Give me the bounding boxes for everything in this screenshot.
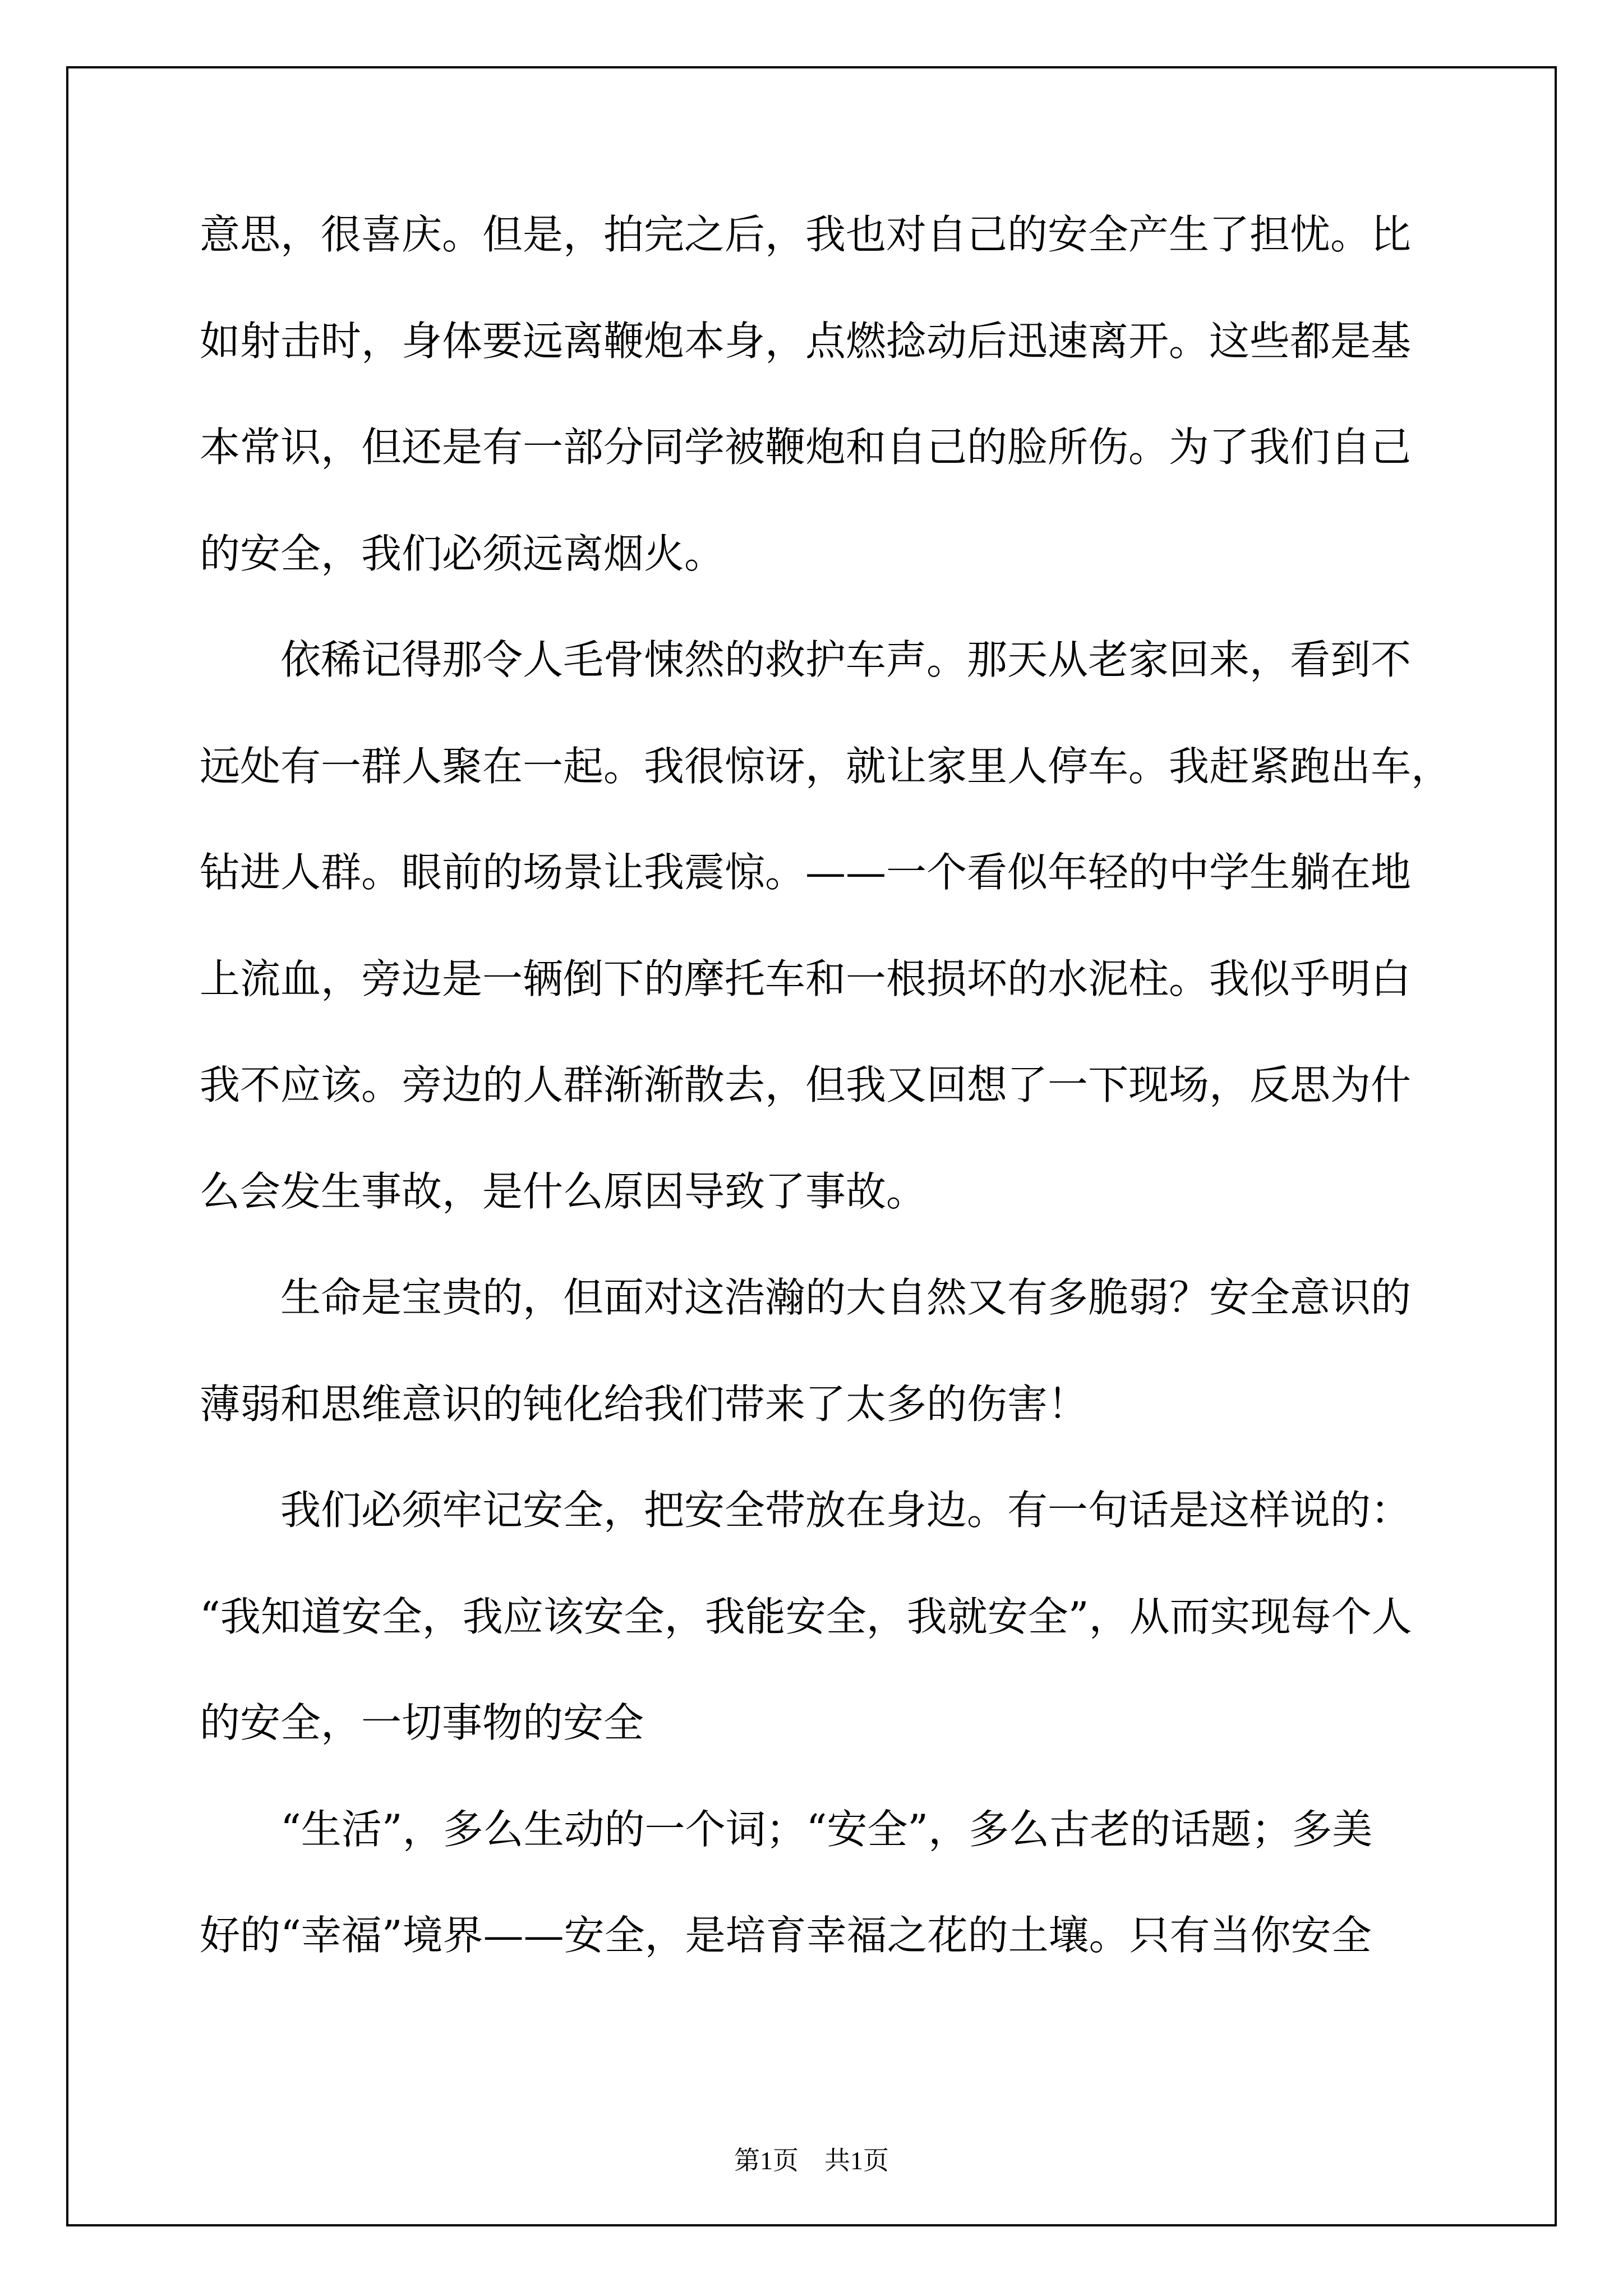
page-footer: 第1页 共1页: [734, 2146, 889, 2175]
text-line: 生命是宝贵的，但面对这浩瀚的大自然又有多脆弱？安全意识的: [200, 1274, 1412, 1321]
text-line: 依稀记得那令人毛骨悚然的救护车声。那天从老家回来，看到不: [200, 636, 1412, 683]
document-body: [200, 206, 1467, 2014]
text-line: 薄弱和思维意识的钝化给我们带来了太多的伤害！: [200, 1380, 1089, 1428]
text-line: 本常识，但还是有一部分同学被鞭炮和自己的脸所伤。为了我们自己: [200, 424, 1412, 471]
text-line: 的安全，我们必须远离烟火。: [200, 530, 725, 577]
text-line: “生活”，多么生动的一个词；“安全”，多么古老的话题；多美: [200, 1805, 1373, 1853]
text-line: 意思，很喜庆。但是，拍完之后，我也对自己的安全产生了担忧。比: [200, 211, 1412, 258]
text-line: 么会发生事故，是什么原因导致了事故。: [200, 1167, 927, 1215]
text-line: 我们必须牢记安全，把安全带放在身边。有一句话是这样说的：: [200, 1487, 1412, 1534]
text-line: 的安全，一切事物的安全: [200, 1699, 644, 1746]
text-line: 上流血，旁边是一辆倒下的摩托车和一根损坏的水泥柱。我似乎明白: [200, 955, 1412, 1002]
text-line: 远处有一群人聚在一起。我很惊讶，就让家里人停车。我赶紧跑出车，: [200, 742, 1452, 790]
text-line: 如射击时，身体要远离鞭炮本身，点燃捻动后迅速离开。这些都是基: [200, 317, 1412, 365]
text-line: 钻进人群。眼前的场景让我震惊。——一个看似年轻的中学生躺在地: [200, 849, 1412, 896]
text-line: 我不应该。旁边的人群渐渐散去，但我又回想了一下现场，反思为什: [200, 1061, 1412, 1108]
text-line: 好的“幸福”境界——安全，是培育幸福之花的土壤。只有当你安全: [200, 1912, 1372, 1959]
text-line: “我知道安全，我应该安全，我能安全，我就安全”，从而实现每个人: [200, 1593, 1412, 1640]
